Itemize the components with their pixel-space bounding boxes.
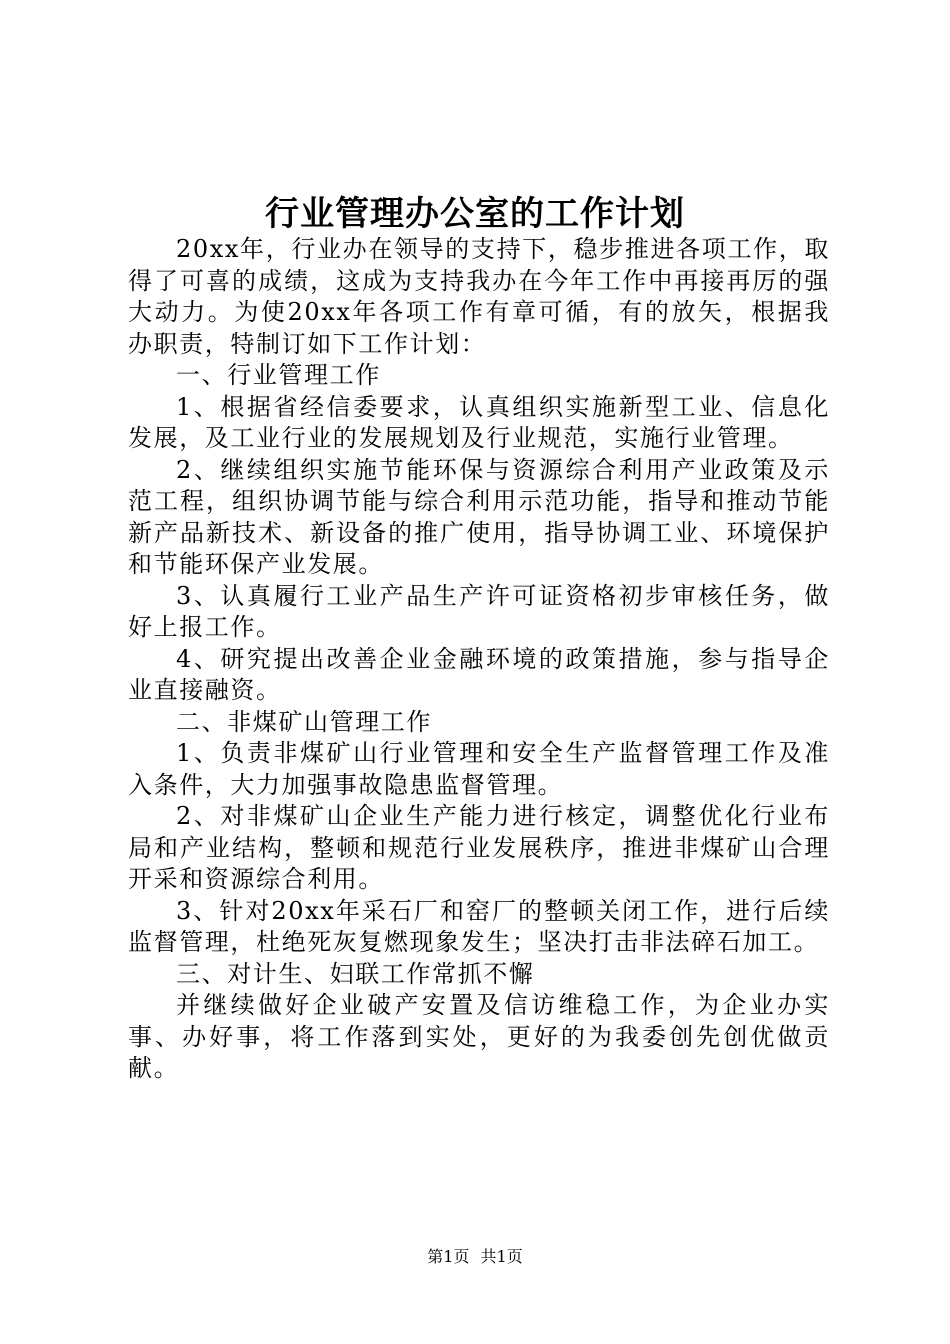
section-heading-2: 二、非煤矿山管理工作	[176, 707, 432, 736]
section-heading-1: 一、行业管理工作	[176, 361, 381, 389]
section-1-item-4: 4、研究提出改善企业金融环境的政策措施，参与指导企业直接融资。	[128, 644, 830, 704]
section-1-item-3: 3、认真履行工业产品生产许可证资格初步审核任务，做好上报工作。	[128, 581, 830, 641]
section-2-item-3: 3、针对20xx年采石厂和窑厂的整顿关闭工作，进行后续监督管理，杜绝死灰复燃现象发生；坚决打击非法碎石加工。	[128, 896, 830, 956]
page-number: 第1页	[427, 1247, 470, 1266]
page-total: 共1页	[480, 1247, 523, 1266]
page-footer	[0, 1244, 950, 1267]
intro-paragraph: 20xx年，行业办在领导的支持下，稳步推进各项工作，取得了可喜的成绩，这成为支持我办在今年工作中再接再厉的强大动力。为使20xx年各项工作有章可循，有的放矢，根据我办职责，特制订如下工作计划：	[128, 235, 830, 358]
section-2-item-1: 1、负责非煤矿山行业管理和安全生产监督管理工作及准入条件，大力加强事故隐患监督管理。	[128, 739, 830, 799]
section-3-paragraph: 并继续做好企业破产安置及信访维稳工作，为企业办实事、办好事，将工作落到实处，更好的为我委创先创优做贡献。	[128, 991, 830, 1082]
section-2-item-2: 2、对非煤矿山企业生产能力进行核定，调整优化行业布局和产业结构，整顿和规范行业发展秩序，推进非煤矿山合理开采和资源综合利用。	[128, 802, 830, 893]
section-1-item-1: 1、根据省经信委要求，认真组织实施新型工业、信息化发展，及工业行业的发展规划及行业规范，实施行业管理。	[128, 392, 830, 452]
section-1-item-2: 2、继续组织实施节能环保与资源综合利用产业政策及示范工程，组织协调节能与综合利用示范功能，指导和推动节能新产品新技术、新设备的推广使用，指导协调工业、环境保护和节能环保产业发展。	[128, 455, 830, 578]
document-body	[128, 234, 830, 1085]
section-heading-3: 三、对计生、妇联工作常抓不懈	[176, 959, 535, 988]
document-title: 行业管理办公室的工作计划	[265, 194, 685, 234]
